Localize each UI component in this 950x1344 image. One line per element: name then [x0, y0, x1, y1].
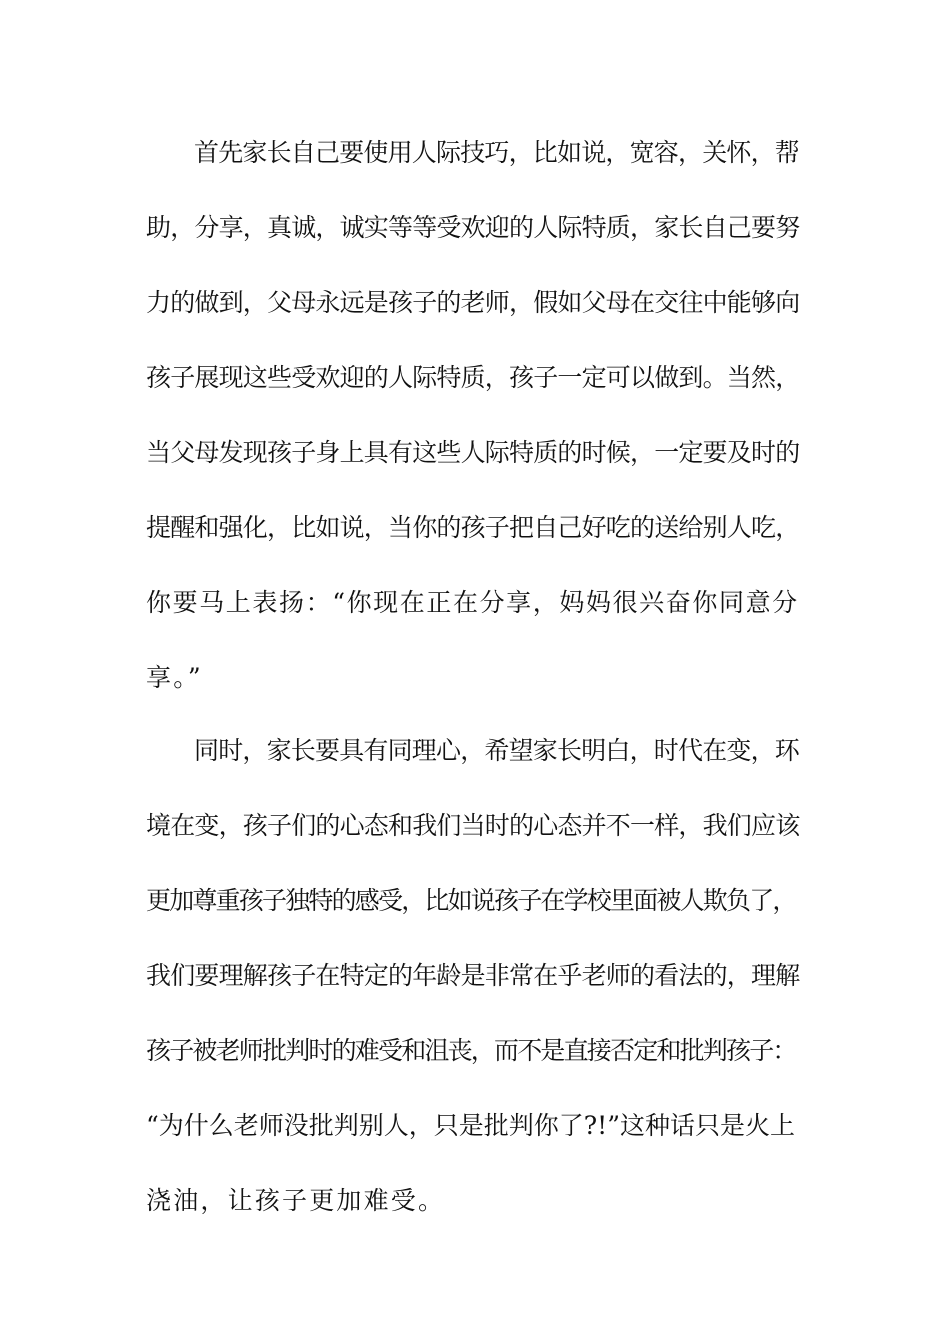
paragraph-line: 首先家长自己要使用人际技巧，比如说，宽容，关怀，帮	[194, 138, 800, 167]
paragraph-line: 力的做到，父母永远是孩子的老师，假如父母在交往中能够向	[146, 288, 800, 317]
paragraph-line: 同时，家长要具有同理心，希望家长明白，时代在变，环	[194, 736, 800, 765]
paragraph-line: 享。”	[146, 663, 203, 692]
paragraph-line: 浇油，让孩子更加难受。	[146, 1186, 446, 1215]
paragraph-line: 你要马上表扬：“你现在正在分享，妈妈很兴奋你同意分	[146, 588, 799, 617]
paragraph-line: 更加尊重孩子独特的感受，比如说孩子在学校里面被人欺负了，	[146, 886, 796, 915]
paragraph-line: 当父母发现孩子身上具有这些人际特质的时候，一定要及时的	[146, 438, 800, 467]
paragraph-line: “为什么老师没批判别人，只是批判你了?!”这种话只是火上	[146, 1111, 796, 1140]
paragraph-line: 孩子被老师批判时的难受和沮丧，而不是直接否定和批判孩子：	[146, 1036, 796, 1065]
paragraph-line: 提醒和强化，比如说，当你的孩子把自己好吃的送给别人吃，	[146, 513, 800, 542]
paragraph-line: 我们要理解孩子在特定的年龄是非常在乎老师的看法的，理解	[146, 961, 800, 990]
paragraph-line: 境在变，孩子们的心态和我们当时的心态并不一样，我们应该	[146, 811, 800, 840]
paragraph-line: 助，分享，真诚，诚实等等受欢迎的人际特质，家长自己要努	[146, 213, 800, 242]
paragraph-line: 孩子展现这些受欢迎的人际特质，孩子一定可以做到。当然，	[146, 363, 800, 392]
